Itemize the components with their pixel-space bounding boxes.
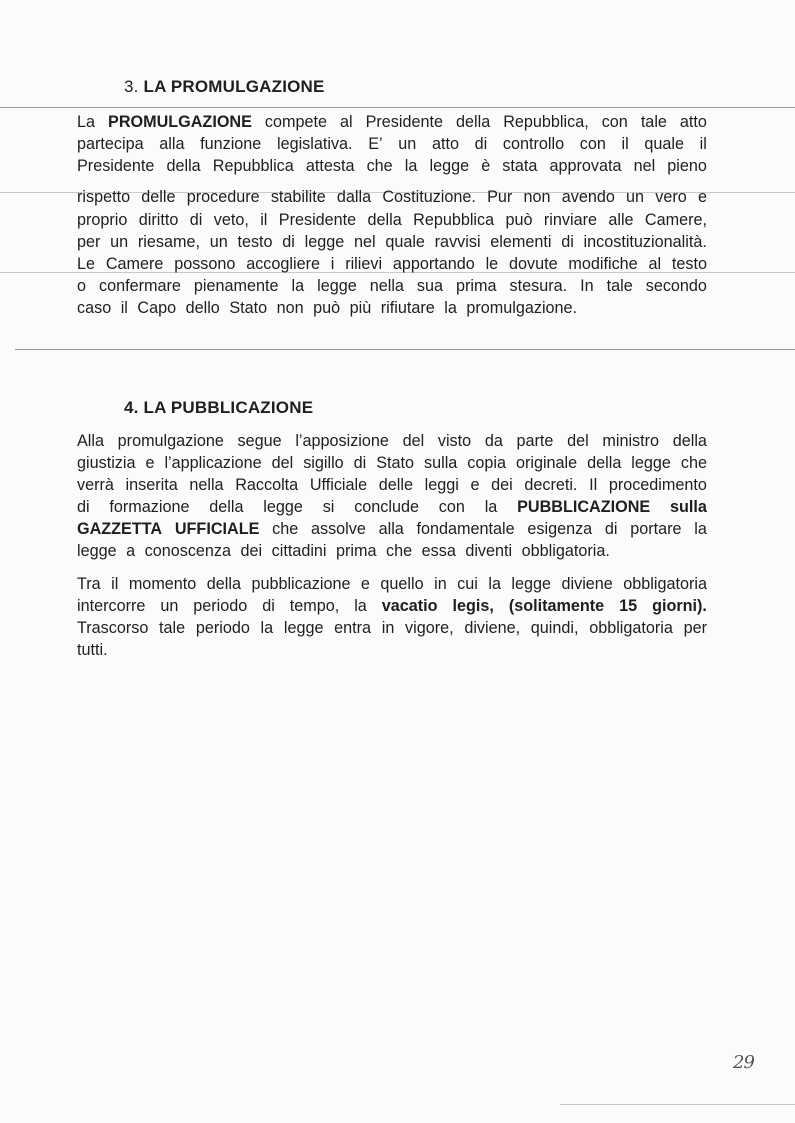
word: la [444,299,457,317]
word: Le [77,255,96,273]
word: intercorre [77,597,146,615]
word: tempo, [289,597,340,615]
word: In [580,277,594,295]
word: di [561,233,574,251]
word: testo [237,233,273,251]
word: legge [263,498,303,516]
bold-word: GAZZETTA [77,520,163,538]
bold-word: PUBBLICAZIONE [517,498,651,516]
word: un [398,135,417,153]
word: partecipa [77,135,144,153]
word: sua [416,277,444,295]
word: e [145,454,155,472]
word: legge [77,542,117,560]
word: procedimento [608,476,707,494]
word: momento [128,575,197,593]
word: Repubblica [212,157,294,175]
word: e [360,575,370,593]
word: quello [380,575,424,593]
word: da [484,432,503,450]
word: La [77,113,96,131]
word: procedure [186,188,260,206]
word: pienamente [193,277,279,295]
bold-word: giorni). [652,597,707,615]
word: quindi, [530,619,579,637]
word: inserita [125,476,178,494]
word: vero [655,188,687,206]
word: alle [608,211,634,229]
word: Presidente [77,157,155,175]
word: a [126,542,136,560]
word: conoscenza [144,542,232,560]
word: il [111,575,119,593]
word: la [404,157,418,175]
word: controllo [502,135,565,153]
word: confermare [99,277,181,295]
word: proprio [77,211,128,229]
word: le [485,255,499,273]
word: promulgazione [117,432,224,450]
word: in [381,619,395,637]
text-line [77,232,707,252]
word: alla [159,135,185,153]
word: E’ [368,135,383,153]
word: il [699,135,707,153]
word: al [648,255,662,273]
word: la [488,575,501,593]
word: che [680,454,707,472]
bold-word: 15 [619,597,638,615]
word: dei [491,476,513,494]
word: legge [283,619,324,637]
word: caso [77,299,112,317]
word: stata [502,157,538,175]
word: l’apposizione [295,432,389,450]
word: obbligatoria. [521,542,610,560]
word: compete [264,113,327,131]
text-line [77,112,707,132]
word: tutti. [77,641,108,659]
word: leggi [424,476,459,494]
word: possono [174,255,236,273]
word: che [366,157,393,175]
word: del [271,454,294,472]
word: rispetto [77,188,131,206]
word: ravvisi [434,233,481,251]
word: Costituzione. [382,188,476,206]
bold-word: PROMULGAZIONE [108,113,252,131]
text-line [77,519,707,539]
word: diventi [465,542,513,560]
word: dalla [336,188,372,206]
text-line [77,475,707,495]
word: entra [334,619,372,637]
word: delle [141,188,176,206]
word: Camere, [644,211,707,229]
word: accogliere [246,255,320,273]
word: alla [378,520,404,538]
word: legge [631,454,671,472]
word: che [386,542,413,560]
word: può [313,299,341,317]
word: funzione [200,135,262,153]
word: di [282,233,295,251]
word: Ufficiale [309,476,368,494]
word: Pur [487,188,513,206]
word: Il [589,476,598,494]
word: di [353,454,367,472]
word: Stato [229,299,268,317]
word: rilievi [345,255,383,273]
text-line [77,453,707,473]
bold-word: sulla [670,498,707,516]
word: del [567,432,589,450]
scan-artifact-line [0,107,795,108]
section-number: 3. [124,77,144,96]
word: di [474,135,488,153]
section-title: LA PUBBLICAZIONE [143,398,314,417]
text-line [77,210,707,230]
word: essa [421,542,456,560]
text-line [77,640,707,660]
word: non [523,188,551,206]
text-line [77,596,707,616]
word: Presidente [278,211,357,229]
word: legge [304,233,345,251]
scan-artifact-line [560,1104,795,1105]
word: un [110,233,129,251]
text-line [77,276,707,296]
text-line [77,541,707,561]
word: la [484,498,498,516]
word: tale [159,619,186,637]
word: atto [431,135,459,153]
word: Capo [137,299,177,317]
word: si [322,498,335,516]
word: tale [640,113,667,131]
word: rifiutare [380,299,435,317]
word: è [481,157,491,175]
word: segue [237,432,282,450]
word: modifiche [568,255,638,273]
word: rinviare [543,211,597,229]
word: giustizia [77,454,136,472]
word: più [349,299,372,317]
word: di [77,498,90,516]
word: ministro [602,432,660,450]
word: nel [633,157,656,175]
word: tale [606,277,633,295]
word: prima [456,277,497,295]
word: Repubblica [413,211,495,229]
word: originale [515,454,578,472]
word: incostituzionalità. [583,233,707,251]
word: di [189,211,203,229]
word: nel [353,233,376,251]
word: il [120,299,128,317]
word: un [160,597,179,615]
word: con [438,498,465,516]
word: di [604,520,618,538]
text-line [77,497,707,517]
word: delle [378,476,413,494]
word: o [77,277,87,295]
word: diviene [561,575,613,593]
word: quale [644,135,684,153]
text-line [77,574,707,594]
word: l’applicazione [164,454,262,472]
word: della [209,498,244,516]
bold-word: vacatio [381,597,438,615]
word: per [77,233,101,251]
word: Tra [77,575,101,593]
word: stabilite [270,188,326,206]
word: per [683,619,707,637]
bold-word: UFFICIALE [174,520,260,538]
text-line [77,618,707,638]
section-title: LA PROMULGAZIONE [143,77,325,96]
word: diviene, [464,619,521,637]
word: fondamentale [416,520,515,538]
word: riesame, [137,233,200,251]
text-line [77,298,707,318]
text-line [77,134,707,154]
word: e [470,476,480,494]
scan-artifact-line [15,349,795,350]
word: della [587,454,622,472]
word: legislativa. [276,135,353,153]
word: periodo [195,619,250,637]
word: nella [369,277,404,295]
bold-word: (solitamente [508,597,605,615]
word: Repubblica, [503,113,589,131]
word: Raccolta [235,476,299,494]
word: Stato [376,454,415,472]
word: elementi [490,233,552,251]
word: la [354,597,367,615]
word: verrà [77,476,114,494]
word: copia [467,454,506,472]
word: un [209,233,228,251]
word: avendo [561,188,615,206]
text-line [77,187,707,207]
word: della [206,575,241,593]
word: e [697,188,707,206]
word: può [505,211,533,229]
word: la [291,277,305,295]
word: della [367,211,402,229]
word: conclude [354,498,419,516]
text-line [77,254,707,274]
word: testo [671,255,707,273]
word: cui [457,575,478,593]
word: del [402,432,425,450]
word: dei [240,542,263,560]
word: attesta [305,157,355,175]
word: diritto [138,211,179,229]
word: promulgazione. [466,299,578,317]
word: obbligatoria [589,619,673,637]
text-line [77,431,707,451]
word: Presidente [365,113,443,131]
word: in [434,575,447,593]
word: quale [385,233,425,251]
word: della [456,113,491,131]
word: secondo [645,277,707,295]
word: sulla [424,454,458,472]
bold-word: legis, [452,597,494,615]
word: dello [185,299,220,317]
word: il [621,135,629,153]
word: della [166,157,201,175]
word: dovute [508,255,558,273]
word: al [340,113,353,131]
word: apportando [392,255,475,273]
word: approvata [549,157,622,175]
word: cittadini [271,542,327,560]
word: esigenza [527,520,593,538]
word: della [672,432,707,450]
section-heading-4 [124,398,313,418]
word: Trascorso [77,619,149,637]
word: con [601,113,628,131]
word: prima [336,542,377,560]
word: formazione [109,498,190,516]
word: veto, [213,211,249,229]
word: legge [429,157,470,175]
word: con [579,135,606,153]
word: nella [189,476,224,494]
word: di [262,597,275,615]
word: la [694,520,707,538]
word: portare [630,520,682,538]
word: vigore, [405,619,454,637]
text-line [77,156,707,176]
word: legge [511,575,552,593]
word: non [276,299,304,317]
word: decreti. [524,476,578,494]
word: Camere [105,255,164,273]
word: stesura. [509,277,568,295]
word: pieno [667,157,707,175]
word: assolve [310,520,366,538]
handwritten-page-number: 29 [733,1052,754,1073]
word: obbligatoria [623,575,707,593]
word: visto [437,432,472,450]
word: legge [317,277,357,295]
section-heading-3 [124,77,325,97]
word: che [272,520,299,538]
word: Alla [77,432,104,450]
section-number: 4. [124,398,144,417]
word: un [626,188,645,206]
word: sigillo [303,454,344,472]
word: atto [679,113,707,131]
word: pubblicazione [251,575,351,593]
word: periodo [193,597,248,615]
word: il [260,211,268,229]
word: la [260,619,274,637]
word: i [330,255,335,273]
word: parte [516,432,554,450]
